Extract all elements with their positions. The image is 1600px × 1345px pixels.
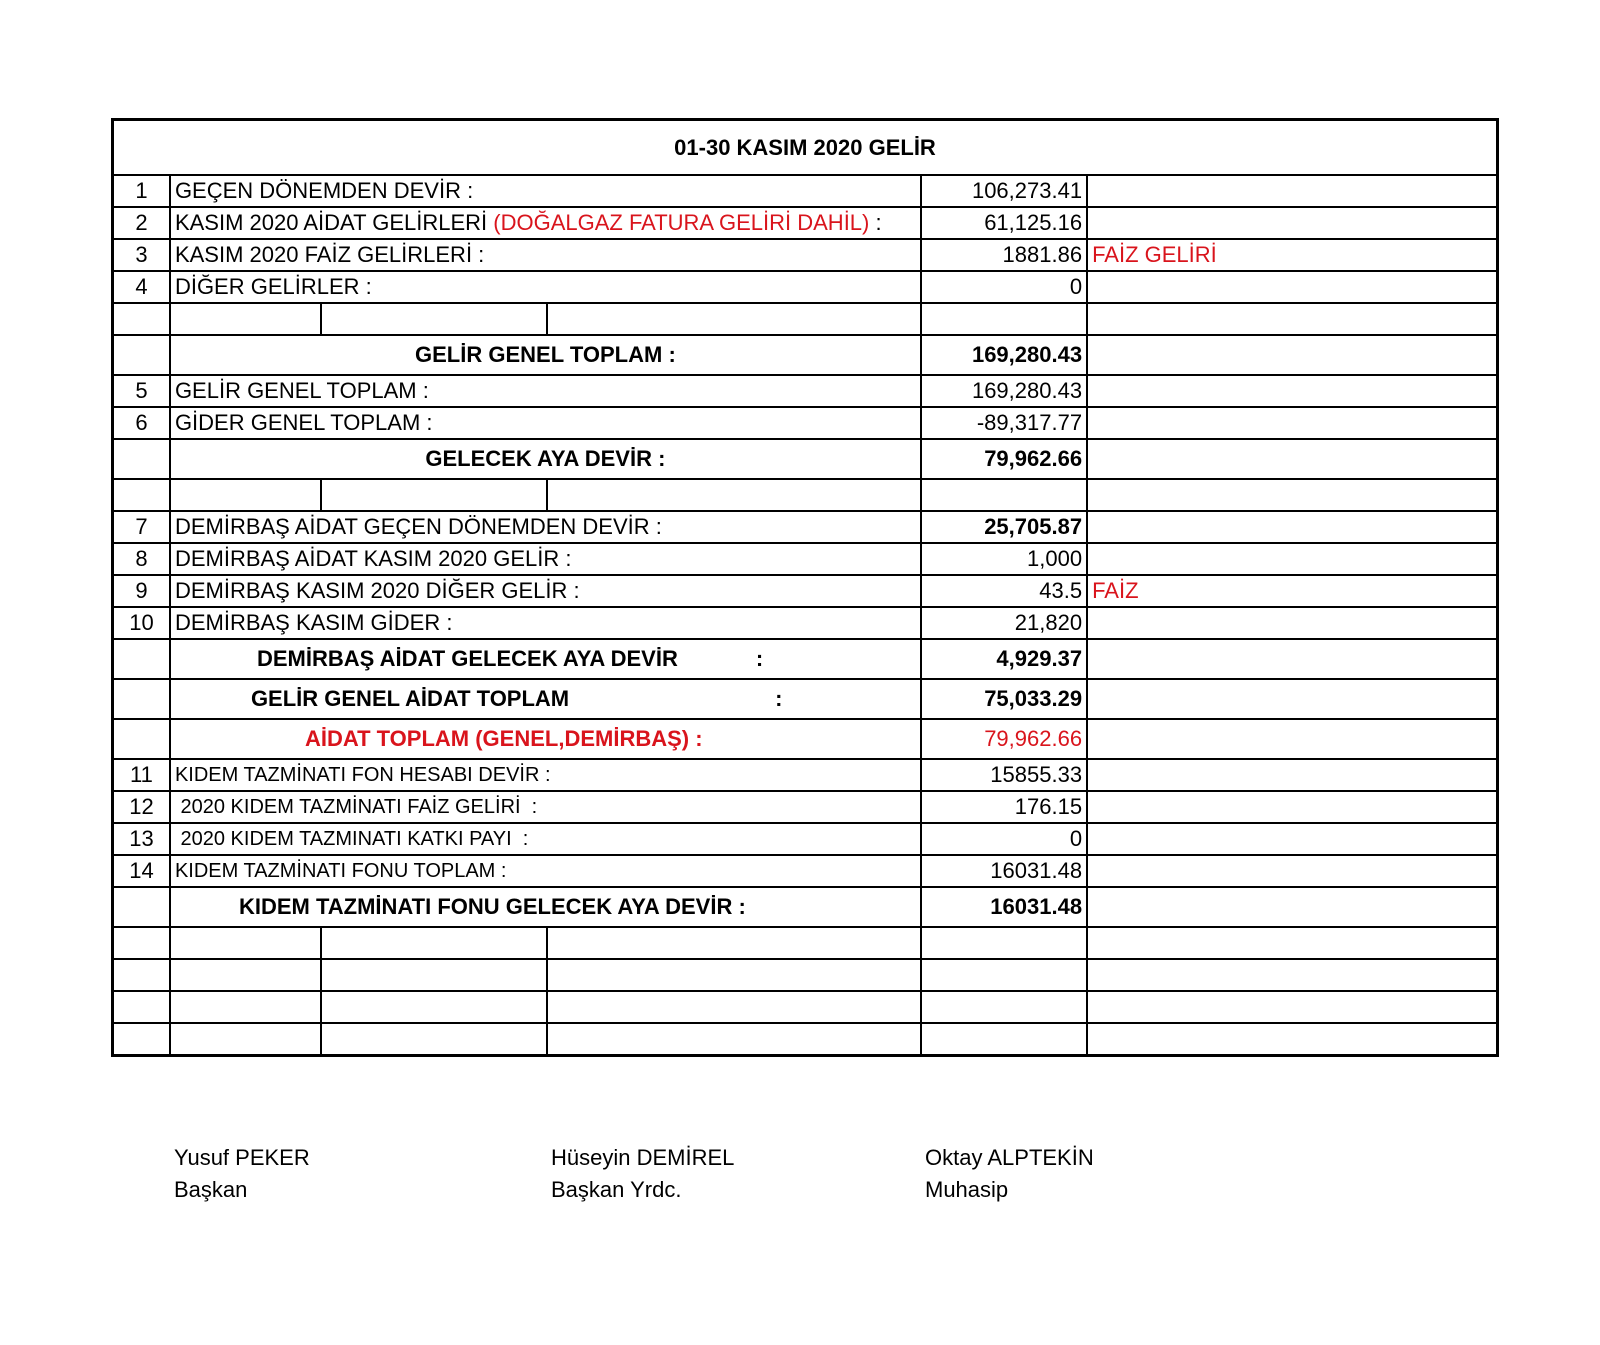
row-amount: 25,705.87 (921, 511, 1087, 543)
row-label: GİDER GENEL TOPLAM : (170, 407, 921, 439)
signature-block (925, 1142, 1094, 1206)
signature-role: Başkan Yrdc. (551, 1177, 682, 1202)
row-note: FAİZ (1087, 575, 1497, 607)
table-row (113, 607, 1498, 639)
empty-row (113, 991, 1498, 1023)
row-number: 1 (113, 175, 170, 207)
label-text: KASIM 2020 AİDAT GELİRLERİ (174, 210, 494, 235)
row-amount: 0 (921, 271, 1087, 303)
table-row (113, 175, 1498, 207)
row-label: 2020 KIDEM TAZMINATI KATKI PAYI : (170, 823, 921, 855)
table-row (113, 759, 1498, 791)
report-title: 01-30 KASIM 2020 GELİR (113, 120, 1498, 176)
table-row (113, 543, 1498, 575)
row-note (1087, 271, 1497, 303)
row-number: 11 (113, 759, 170, 791)
table-row (113, 855, 1498, 887)
summary-amount: 16031.48 (921, 887, 1087, 927)
row-amount: 15855.33 (921, 759, 1087, 791)
row-label: KIDEM TAZMİNATI FONU TOPLAM : (170, 855, 921, 887)
row-note (1087, 207, 1497, 239)
signature-block (551, 1142, 734, 1206)
row-label: KIDEM TAZMİNATI FON HESABI DEVİR : (170, 759, 921, 791)
row-amount: 169,280.43 (921, 375, 1087, 407)
row-amount: 1,000 (921, 543, 1087, 575)
summary-amount: 79,962.66 (921, 439, 1087, 479)
summary-amount: 75,033.29 (921, 679, 1087, 719)
row-number: 8 (113, 543, 170, 575)
row-number: 3 (113, 239, 170, 271)
empty-row (113, 479, 1498, 511)
row-note (1087, 855, 1497, 887)
summary-label (170, 639, 921, 679)
table-row (113, 207, 1498, 239)
row-label: KASIM 2020 FAİZ GELİRLERİ : (170, 239, 921, 271)
row-amount: 43.5 (921, 575, 1087, 607)
row-note (1087, 175, 1497, 207)
row-label: GELİR GENEL TOPLAM : (170, 375, 921, 407)
summary-row (113, 719, 1498, 759)
summary-label: GELİR GENEL TOPLAM : (170, 335, 921, 375)
summary-colon: : (775, 686, 783, 711)
label-tail: : (869, 210, 882, 235)
row-amount: 176.15 (921, 791, 1087, 823)
summary-amount: 4,929.37 (921, 639, 1087, 679)
empty-row (113, 303, 1498, 335)
report-sheet (111, 118, 1499, 1072)
table-row (113, 407, 1498, 439)
row-note (1087, 543, 1497, 575)
table-row (113, 375, 1498, 407)
summary-label (170, 679, 921, 719)
row-note (1087, 511, 1497, 543)
table-row (113, 271, 1498, 303)
row-note (1087, 759, 1497, 791)
row-number: 13 (113, 823, 170, 855)
row-number: 5 (113, 375, 170, 407)
label-red-text: (DOĞALGAZ FATURA GELİRİ DAHİL) (493, 210, 870, 235)
table-row (113, 575, 1498, 607)
row-number: 4 (113, 271, 170, 303)
row-label (170, 207, 921, 239)
row-amount: 106,273.41 (921, 175, 1087, 207)
summary-amount: 79,962.66 (921, 719, 1087, 759)
row-number: 12 (113, 791, 170, 823)
row-label: DEMİRBAŞ KASIM GİDER : (170, 607, 921, 639)
row-number: 14 (113, 855, 170, 887)
row-amount: 21,820 (921, 607, 1087, 639)
table-row (113, 823, 1498, 855)
summary-label: GELECEK AYA DEVİR : (170, 439, 921, 479)
summary-row (113, 887, 1498, 927)
row-amount: 16031.48 (921, 855, 1087, 887)
row-note (1087, 407, 1497, 439)
summary-row (113, 639, 1498, 679)
summary-label-text: DEMİRBAŞ AİDAT GELECEK AYA DEVİR (256, 646, 678, 671)
row-note (1087, 791, 1497, 823)
empty-row (113, 959, 1498, 991)
empty-row (113, 1023, 1498, 1056)
row-number: 10 (113, 607, 170, 639)
row-label: DEMİRBAŞ AİDAT GEÇEN DÖNEMDEN DEVİR : (170, 511, 921, 543)
row-number: 6 (113, 407, 170, 439)
row-note (1087, 823, 1497, 855)
empty-row (113, 927, 1498, 959)
row-amount: -89,317.77 (921, 407, 1087, 439)
signature-name: Oktay ALPTEKİN (925, 1145, 1094, 1170)
row-label: DEMİRBAŞ AİDAT KASIM 2020 GELİR : (170, 543, 921, 575)
signature-role: Başkan (174, 1177, 248, 1202)
signature-block (174, 1142, 310, 1206)
income-table (111, 118, 1499, 1057)
row-number: 9 (113, 575, 170, 607)
title-row (113, 120, 1498, 176)
summary-colon: : (755, 646, 764, 671)
row-note (1087, 607, 1497, 639)
summary-amount: 169,280.43 (921, 335, 1087, 375)
table-row (113, 511, 1498, 543)
table-row (113, 791, 1498, 823)
row-note: FAİZ GELİRİ (1087, 239, 1497, 271)
summary-label: KIDEM TAZMİNATI FONU GELECEK AYA DEVİR : (170, 887, 921, 927)
summary-row (113, 335, 1498, 375)
summary-label-text: GELİR GENEL AİDAT TOPLAM (250, 686, 570, 711)
summary-row (113, 679, 1498, 719)
row-number: 7 (113, 511, 170, 543)
row-note (1087, 375, 1497, 407)
table-row (113, 239, 1498, 271)
row-number: 2 (113, 207, 170, 239)
row-label: DEMİRBAŞ KASIM 2020 DİĞER GELİR : (170, 575, 921, 607)
summary-label: AİDAT TOPLAM (GENEL,DEMİRBAŞ) : (170, 719, 921, 759)
row-amount: 61,125.16 (921, 207, 1087, 239)
row-amount: 1881.86 (921, 239, 1087, 271)
signature-name: Hüseyin DEMİREL (551, 1145, 735, 1170)
row-label: GEÇEN DÖNEMDEN DEVİR : (170, 175, 921, 207)
row-label: DİĞER GELİRLER : (170, 271, 921, 303)
row-amount: 0 (921, 823, 1087, 855)
summary-row (113, 439, 1498, 479)
signature-role: Muhasip (925, 1177, 1009, 1202)
signature-name: Yusuf PEKER (174, 1145, 310, 1170)
row-label: 2020 KIDEM TAZMİNATI FAİZ GELİRİ : (170, 791, 921, 823)
